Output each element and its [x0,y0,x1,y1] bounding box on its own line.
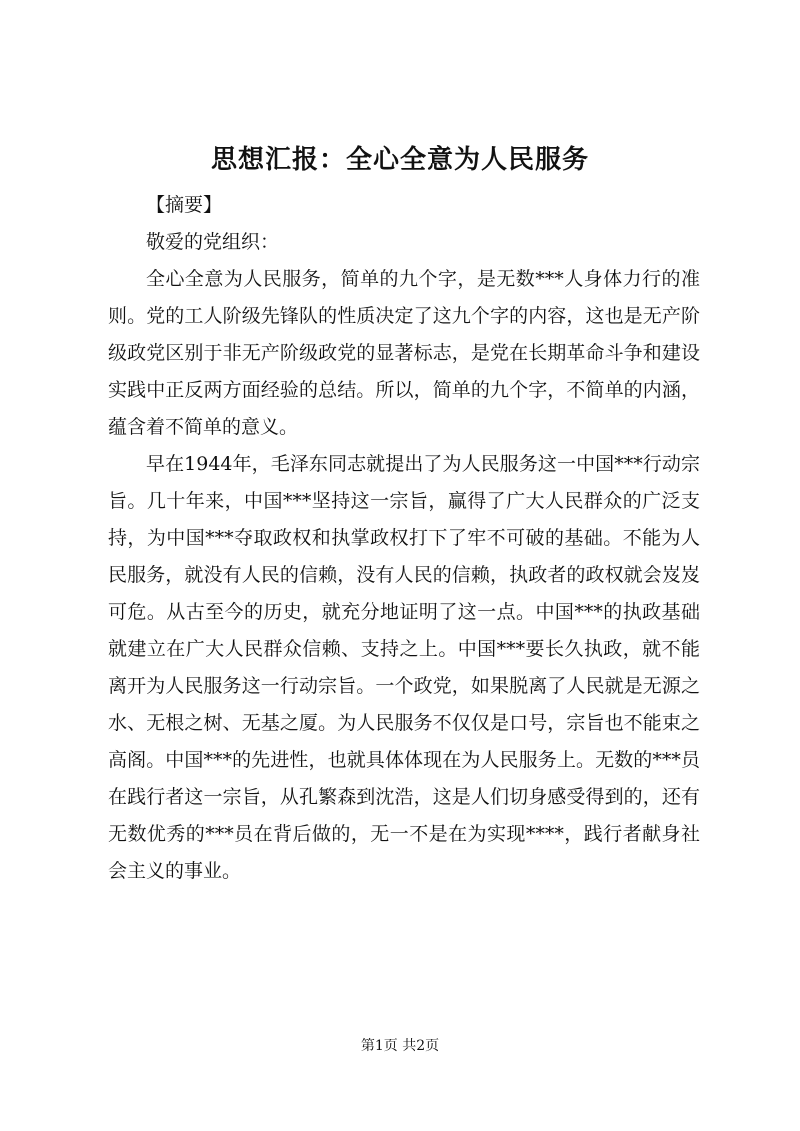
paragraph-1: 全心全意为人民服务，简单的九个字，是无数***人身体力行的准则。党的工人阶级先锋队的性质决定了这九个字的内容，这也是无产阶级政党区别于非无产阶级政党的显著标志，是党在长期革命斗争和建设实践中正反两方面经验的总结。所以，简单的九个字，不简单的内涵，蕴含着不简单的意义。 [108,268,700,438]
document-title: 思想汇报：全心全意为人民服务 [210,145,589,175]
salutation: 敬爱的党组织： [146,231,280,253]
paragraph-2: 早在1944年，毛泽东同志就提出了为人民服务这一中国***行动宗旨。几十年来，中国***坚持这一宗旨，赢得了广大人民群众的广泛支持，为中国***夺取政权和执掌政权打下了牢不可破的基础。不能为人民服务，就没有人民的信赖，没有人民的信赖，执政者的政权就会岌岌可危。从古至今的历史，就充分地证明了这一点。中国***的执政基础就建立在广大人民群众信赖、支持之上。中国***要长久执政，就不能离开为人民服务这一行动宗旨。一个政党，如果脱离了人民就是无源之水、无根之树、无基之厦。为人民服务不仅仅是口号，宗旨也不能束之高阁。中国***的先进性，也就具体体现在为人民服务上。无数的***员在践行者这一宗旨，从孔繁森到沈浩，这是人们切身感受得到的，还有无数优秀的***员在背后做的，无一不是在为实现****，践行者献身社会主义的事业。 [108,453,700,882]
document-body [108,187,700,890]
page-footer: 第1页 共2页 [360,1038,440,1054]
abstract-label: 【摘要】 [146,194,223,216]
